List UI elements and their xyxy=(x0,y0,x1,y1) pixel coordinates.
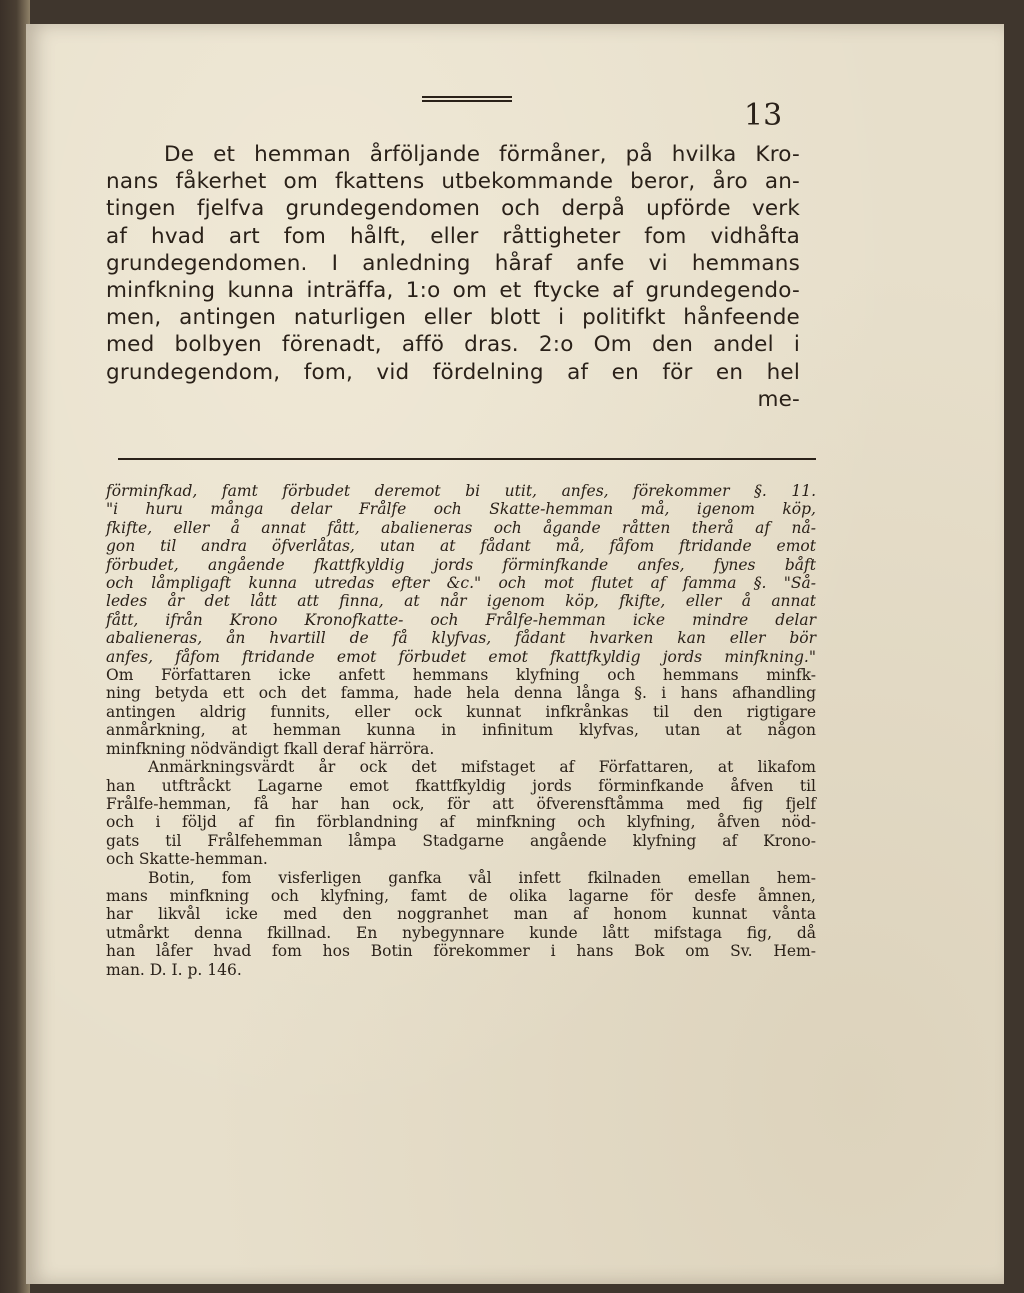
main-text-line: De et hemman årföljande förmåner, på hvilka Kro- xyxy=(164,142,800,167)
footnote-line: gon til andra öfverlåtas, utan at fådant må, fåfom ftridande emot xyxy=(106,537,816,556)
main-text-block xyxy=(106,141,800,413)
main-text-line: grundegendomen. I anledning håraf anfe vi hemmans xyxy=(106,250,800,276)
footnote-line: "i huru många delar Frålfe och Skatte-hemman må, igenom köp, xyxy=(106,500,816,519)
footnote-line: Botin, fom visferligen ganfka vål infett fkilnaden emellan hem- xyxy=(148,868,816,887)
footnote-line: han utftråckt Lagarne emot fkattfkyldig jords förminfkande åfven til xyxy=(106,776,816,795)
footnote-line: ning betyda ett och det famma, hade hela denna långa §. i hans afhandling xyxy=(106,684,816,703)
footnote-line: förbudet, angående fkattfkyldig jords förminfkande anfes, fynes båft xyxy=(106,555,816,574)
main-text-line: minfkning kunna inträffa, 1:o om et ftycke af grundegendo- xyxy=(106,278,800,304)
footnote-line: och i följd af fin förblandning af minfkning och klyfning, åfven nöd- xyxy=(106,813,816,832)
footnote-line: och låmpligaft kunna utredas efter &c." och mot flutet af famma §. "Så- xyxy=(106,574,816,593)
main-text-line: tingen fjelfva grundegendomen och derpå upförde verk xyxy=(106,196,800,222)
footnote-line: gats til Frålfehemman låmpa Stadgarne angående klyfning af Krono- xyxy=(106,831,816,850)
footnote-line: förminfkad, famt förbudet deremot bi utit, anfes, förekommer §. 11. xyxy=(106,482,816,500)
main-text-line: nans fåkerhet om fkattens utbekommande beror, åro an- xyxy=(106,169,800,195)
footnote-line: Frålfe-hemman, få har han ock, för att öfverensftåmma med fig fjelf xyxy=(106,794,816,813)
footnote-line: antingen aldrig funnits, eller ock kunnat infkrånkas til den rigtigare xyxy=(106,702,816,721)
footnote-line: Anmärkningsvärdt år ock det mifstaget af Författaren, at likafom xyxy=(148,758,816,777)
footnote-separator-rule xyxy=(118,458,816,460)
header-ornament-rule xyxy=(422,96,512,104)
footnote-line: anfes, fåfom ftridande emot förbudet emot fkattfkyldig jords minfkning." xyxy=(106,647,816,666)
main-text-line: med bolbyen förenadt, affö dras. 2:o Om den andel i xyxy=(106,332,800,358)
footnote-line: har likvål icke med den noggranhet man af honom kunnat vånta xyxy=(106,905,816,924)
main-text-line: men, antingen naturligen eller blott i politifkt hånfeende xyxy=(106,305,800,331)
footnote-line: abalieneras, ån hvartill de få klyfvas, fådant hvarken kan eller bör xyxy=(106,629,816,648)
footnote-line: utmårkt denna fkillnad. En nybegynnare kunde lått mifstaga fig, då xyxy=(106,923,816,942)
footnote-line: fkifte, eller å annat fått, abalieneras och ågande råtten therå af nå- xyxy=(106,518,816,537)
catchword: me- xyxy=(757,386,800,412)
footnote-line: man. D. I. p. 146. xyxy=(106,960,242,979)
footnote-line: minfkning nödvändigt fkall deraf härröra. xyxy=(106,739,435,758)
footnote-line: mans minfkning och klyfning, famt de olika lagarne för desfe åmnen, xyxy=(106,886,816,905)
main-text-line: grundegendom, fom, vid fördelning af en för en hel xyxy=(106,359,800,385)
footnote-line: han låfer hvad fom hos Botin förekommer i hans Bok om Sv. Hem- xyxy=(106,942,816,961)
footnote-block xyxy=(106,482,816,979)
footnote-line: fått, ifrån Krono Kronofkatte- och Frålfe-hemman icke mindre delar xyxy=(106,610,816,629)
footnote-line: Om Författaren icke anfett hemmans klyfning och hemmans minfk- xyxy=(106,666,816,685)
main-text-line: af hvad art fom hålft, eller råttigheter fom vidhåfta xyxy=(106,223,800,249)
footnote-line: anmårkning, at hemman kunna in infinitum klyfvas, utan at någon xyxy=(106,721,816,740)
footnote-line: och Skatte-hemman. xyxy=(106,850,268,869)
footnote-line: ledes år det lått att finna, at når igenom köp, fkifte, eller å annat xyxy=(106,592,816,611)
page-number: 13 xyxy=(744,98,783,133)
